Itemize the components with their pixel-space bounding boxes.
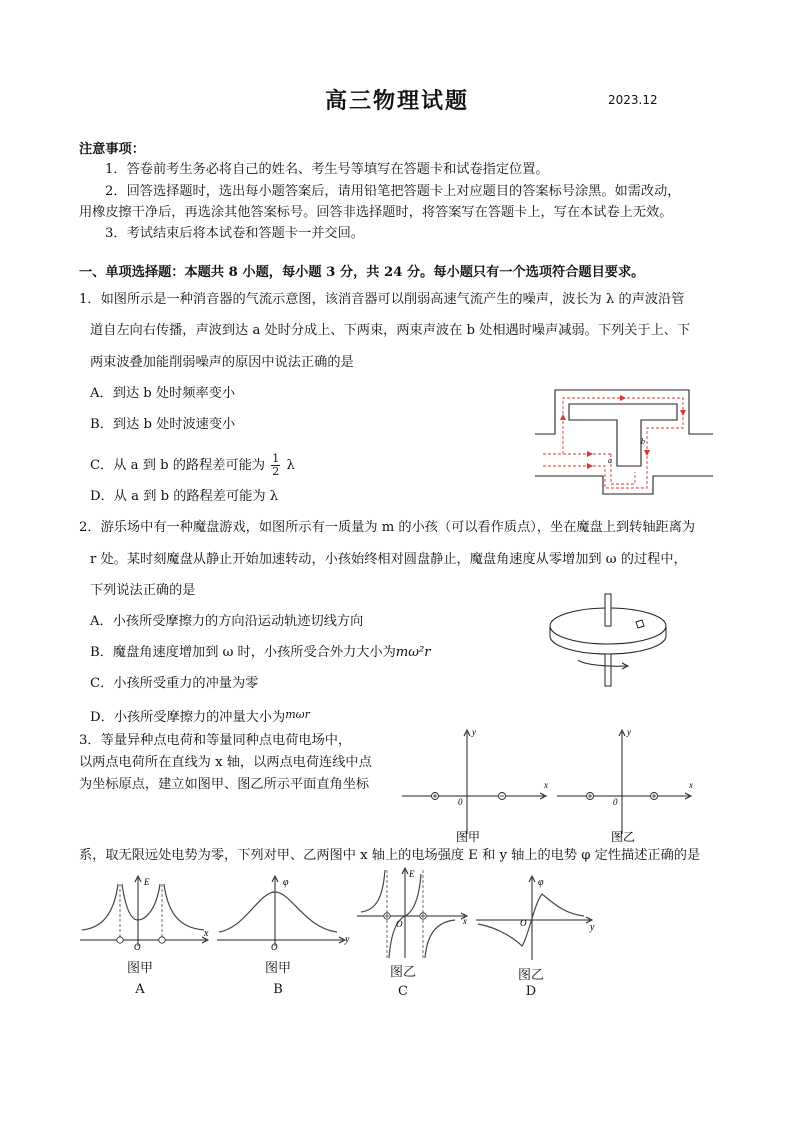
graph-b: [215, 874, 355, 952]
rotation-arrow: [578, 660, 626, 666]
q2-option-d: [90, 707, 310, 726]
child-block: [636, 620, 644, 628]
q2-option-d-expr: mωr: [285, 708, 310, 721]
q3-line-1: 3．等量异种点电荷和等量同种点电荷电场中，: [79, 733, 352, 748]
graph-a-letter: A: [135, 982, 145, 997]
q2-option-d-text: D．小孩所受摩擦力的冲量大小为: [90, 710, 286, 725]
fig-jia-x-label: x: [544, 780, 548, 790]
q2-option-b-text: B．魔盘角速度增加到 ω 时，小孩所受合外力大小为: [90, 645, 396, 660]
graph-b-caption: 图甲: [264, 961, 291, 976]
graph-b-letter: B: [273, 982, 283, 997]
q1-option-c-text: C．从 a 到 b 的路程差可能为: [90, 458, 266, 473]
q1-option-d: D．从 a 到 b 的路程差可能为 λ: [90, 489, 279, 504]
exam-date: 2023.12: [608, 93, 658, 107]
q3-line-2: 以两点电荷所在直线为 x 轴，以两点电荷连线中点: [79, 755, 372, 770]
fraction-denominator: 2: [272, 465, 280, 478]
axle-upper: [605, 594, 611, 626]
graph-a-xaxis: x: [204, 928, 209, 939]
fig-yi: [553, 726, 698, 846]
graph-a: [78, 874, 213, 952]
q2-line-1: 2．游乐场中有一种魔盘游戏，如图所示有一质量为 m 的小孩（可以看作质点），坐在魔盘上到转轴距离为: [79, 520, 696, 535]
graph-d-yaxis: φ: [538, 877, 544, 888]
label-a: a: [608, 456, 612, 465]
magic-disc-figure: [548, 592, 668, 690]
axle-lower: [605, 654, 611, 686]
fig-yi-y-label: y: [627, 727, 631, 737]
graph-a-caption: 图甲: [126, 961, 153, 976]
graph-d-letter: D: [525, 984, 537, 999]
q2-option-b: [90, 645, 431, 661]
q1-option-b: B．到达 b 处时波速变小: [90, 417, 236, 432]
graph-c-origin: O: [396, 919, 403, 929]
graph-c-yaxis: E: [409, 869, 415, 879]
label-b: b: [641, 437, 645, 446]
q1-option-c-lambda: λ: [286, 458, 295, 473]
q2-line-2: r 处。某时刻魔盘从静止开始加速转动，小孩始终相对圆盘静止，魔盘角速度从零增加到 ω 的过程中，: [90, 552, 687, 567]
q3-line-4: 系，取无限远处电势为零，下列对甲、乙两图中 x 轴上的电场强度 E 和 y 轴上的电势 φ 定性描述正确的是: [79, 848, 701, 863]
q1-line-3: 两束波叠加能削弱噪声的原因中说法正确的是: [90, 355, 354, 370]
notice-item-2-cont: 用橡皮擦干净后，再选涂其他答案标号。回答非选择题时，将答案写在答题卡上，写在本试卷上无效。: [79, 205, 673, 220]
muffler-figure: [535, 388, 713, 496]
graph-c-letter: C: [398, 984, 408, 999]
fraction-numerator: 1: [272, 452, 280, 465]
fig-jia-caption: 图甲: [456, 830, 481, 844]
graph-d-caption: 图乙: [517, 968, 544, 983]
sound-paths: [543, 398, 683, 488]
graph-d-origin: O: [520, 918, 527, 928]
fig-jia: [398, 726, 553, 846]
fraction: [271, 453, 280, 478]
muffler-walls: [535, 390, 713, 494]
fig-jia-y-label: y: [472, 727, 476, 737]
q1-option-c: [90, 453, 295, 478]
section-heading: 一、单项选择题：本题共 8 小题，每小题 3 分，共 24 分。每小题只有一个选项符合题目要求。: [79, 265, 645, 280]
q2-line-3: 下列说法正确的是: [90, 583, 196, 598]
graph-c-caption: 图乙: [389, 965, 416, 980]
graph-b-origin: O: [271, 942, 278, 952]
page-title: 高三物理试题: [324, 88, 469, 114]
q2-option-b-expr: mω²r: [395, 645, 431, 660]
graph-d: [472, 874, 602, 966]
q3-line-3: 为坐标原点，建立如图甲、图乙所示平面直角坐标: [79, 777, 370, 792]
fig-yi-caption: 图乙: [611, 830, 636, 844]
graph-c: [355, 866, 473, 962]
graph-c-xaxis: x: [463, 916, 467, 926]
q2-option-a: A．小孩所受摩擦力的方向沿运动轨迹切线方向: [90, 614, 364, 629]
q1-option-a: A．到达 b 处时频率变小: [90, 386, 236, 401]
fig-yi-origin: 0: [613, 797, 618, 807]
q2-option-c: C．小孩所受重力的冲量为零: [90, 676, 259, 691]
notice-heading: 注意事项：: [79, 142, 145, 157]
graph-b-xaxis: y: [345, 934, 350, 945]
fig-jia-origin: 0: [458, 797, 463, 807]
graph-b-yaxis: φ: [283, 877, 289, 888]
notice-item-1: 1．答卷前考生务必将自己的姓名、考生号等填写在答题卡和试卷指定位置。: [105, 162, 549, 177]
q1-line-1: 1．如图所示是一种消音器的气流示意图，该消音器可以削弱高速气流产生的噪声，波长为 λ 的声波沿管: [79, 292, 685, 307]
graph-d-xaxis: y: [590, 922, 595, 933]
arrows: [560, 395, 686, 469]
q1-line-2: 道自左向右传播，声波到达 a 处时分成上、下两束，两束声波在 b 处相遇时噪声减弱。下列关于上、下: [90, 323, 691, 338]
notice-item-2: 2．回答选择题时，选出每小题答案后，请用铅笔把答题卡上对应题目的答案标号涂黑。如需改动，: [105, 184, 681, 199]
notice-item-3: 3．考试结束后将本试卷和答题卡一并交回。: [105, 226, 364, 241]
graph-a-yaxis: E: [144, 877, 150, 887]
fig-yi-x-label: x: [689, 780, 693, 790]
graph-a-origin: O: [134, 942, 141, 952]
